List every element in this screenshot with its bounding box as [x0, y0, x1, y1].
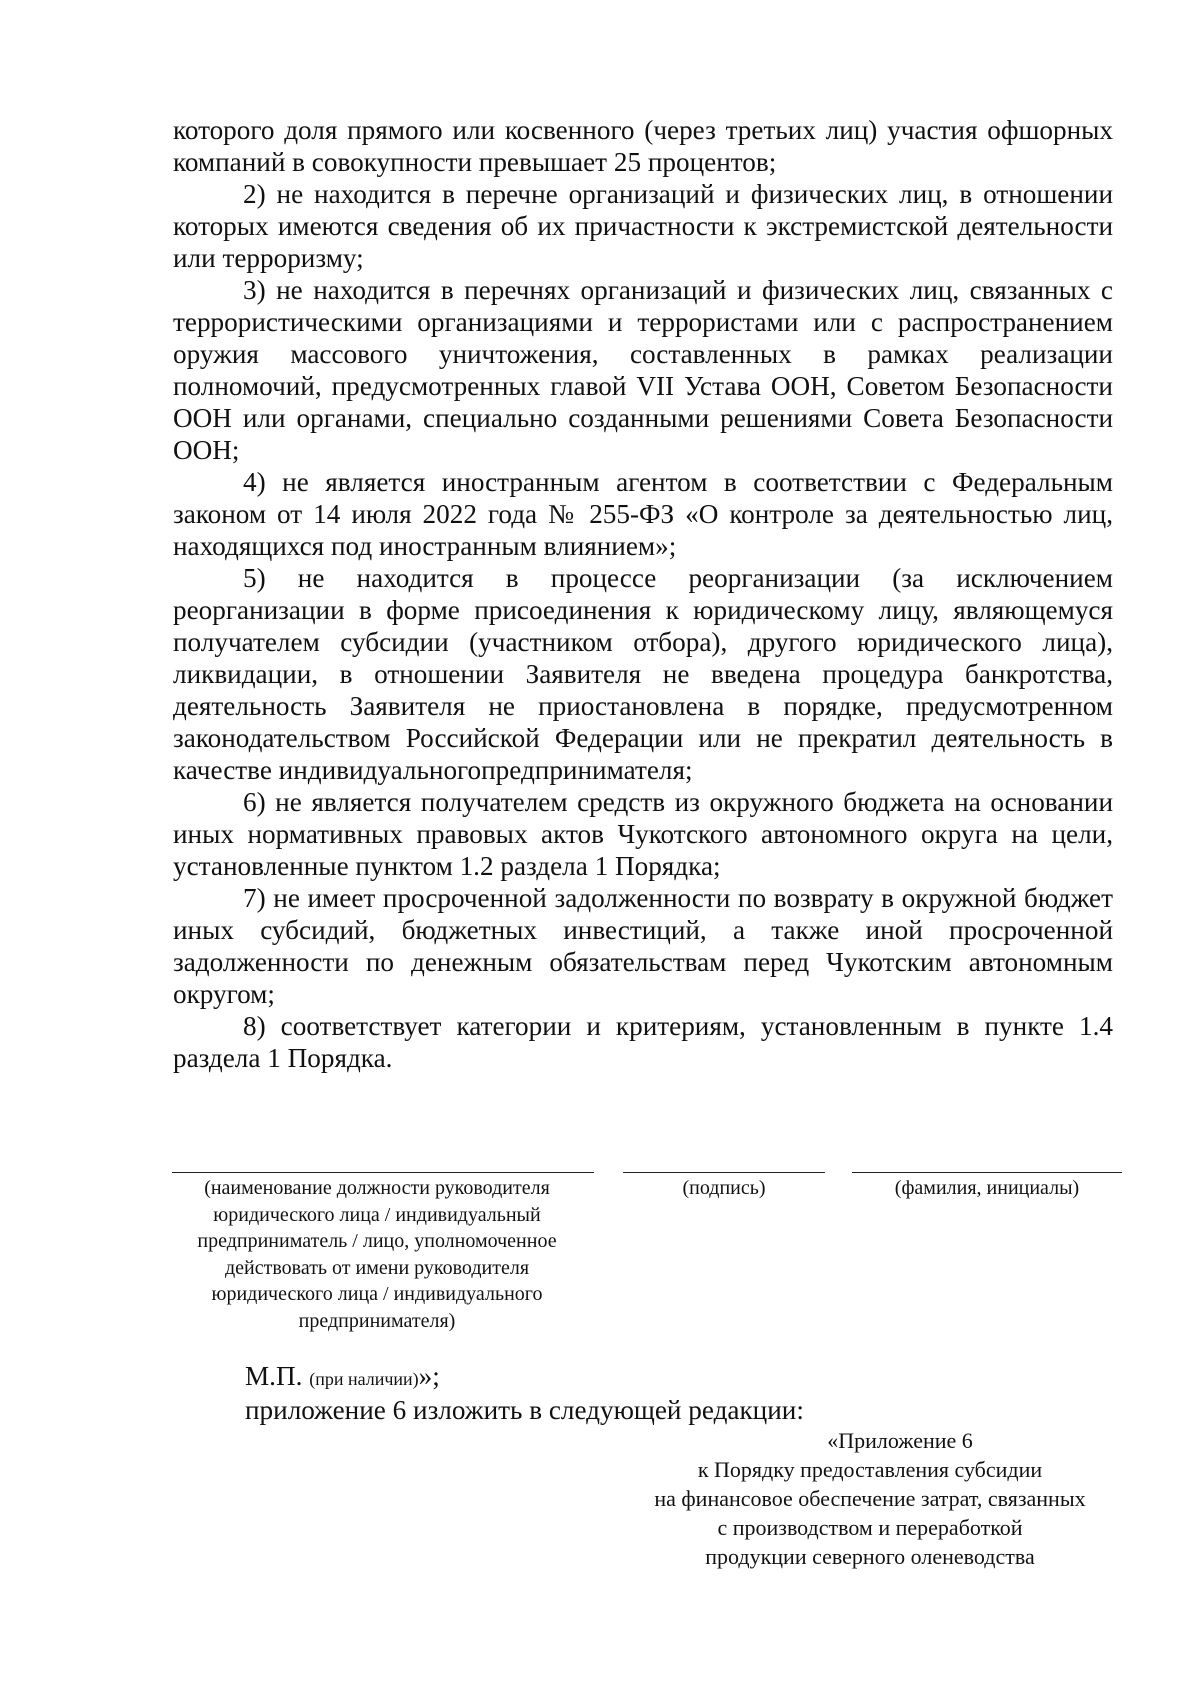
signature-block [0, 1172, 1200, 1342]
stamp-line [245, 1360, 440, 1395]
appendix-heading-line: с производством и переработкой [717, 1515, 1023, 1540]
appendix-heading-line: продукции северного оленеводства [705, 1544, 1035, 1569]
name-caption: (фамилия, инициалы) [894, 1177, 1080, 1199]
appendix-heading-line: «Приложение 6 [827, 1428, 973, 1453]
appendix-heading-line: к Порядку предоставления субсидии [697, 1457, 1043, 1482]
instruction-line: приложение 6 изложить в следующей редакции: [245, 1395, 804, 1425]
signature-name-field [852, 1172, 1122, 1202]
paragraph-item-3: 3) не находится в перечнях организаций и физических лиц, связанных с террористическими организациями и террористами или с распространением оружия массового уничтожения, составленных в рамках реализации полномочий, предусмотренных главой VII Устава ООН, Советом Безопасности ООН или органами, специально созданными решениями Совета Безопасности ООН; [173, 275, 1113, 465]
paragraph-item-4: 4) не является иностранным агентом в соответствии с Федеральным законом от 14 июля 2022 года № 255-ФЗ «О контроле за деятельностью лиц, находящихся под иностранным влиянием»; [173, 467, 1113, 561]
paragraph-item-6: 6) не является получателем средств из окружного бюджета на основании иных нормативных правовых актов Чукотского автономного округа на цели, установленные пунктом 1.2 раздела 1 Порядка; [173, 787, 1113, 881]
paragraph-continuation: которого доля прямого или косвенного (через третьих лиц) участия офшорных компаний в совокупности превышает 25 процентов; [173, 115, 1113, 177]
paragraph-item-7: 7) не имеет просроченной задолженности по возврату в окружной бюджет иных субсидий, бюджетных инвестиций, а также иной просроченной задолженности по денежным обязательствам перед Чукотским автономным округом; [173, 883, 1113, 1009]
position-caption: (наименование должности руководителя юридического лица / индивидуальный предприниматель / лицо, уполномоченное действовать от имени руководителя юридического лица / индивидуального предпринимателя) [197, 1177, 557, 1332]
paragraph-item-8: 8) соответствует категории и критериям, установленным в пункте 1.4 раздела 1 Порядка. [173, 1011, 1113, 1073]
stamp-note: (при наличии) [309, 1369, 419, 1389]
signature-field [623, 1172, 825, 1202]
paragraph-item-2: 2) не находится в перечне организаций и физических лиц, в отношении которых имеются сведения об их причастности к экстремистской деятельности или терроризму; [173, 179, 1113, 273]
paragraph-item-5: 5) не находится в процессе реорганизации (за исключением реорганизации в форме присоединения к юридическому лицу, являющемуся получателем субсидии (участником отбора), другого юридического лица), ликвидации, в отношении Заявителя не введена процедура банкротства, деятельность Заявителя не приостановлена в порядке, предусмотренном законодательством Российской Федерации или не прекратил деятельность в качестве индивидуальногопредпринимателя; [173, 563, 1113, 785]
signature-caption: (подпись) [682, 1177, 766, 1199]
appendix-heading-line: на финансовое обеспечение затрат, связанных [654, 1486, 1086, 1511]
stamp-label: М.П. [245, 1361, 303, 1391]
document-body [173, 114, 1113, 1074]
appendix-heading [600, 1426, 1140, 1571]
stamp-suffix: »; [418, 1361, 440, 1391]
signature-position-field [172, 1172, 594, 1334]
